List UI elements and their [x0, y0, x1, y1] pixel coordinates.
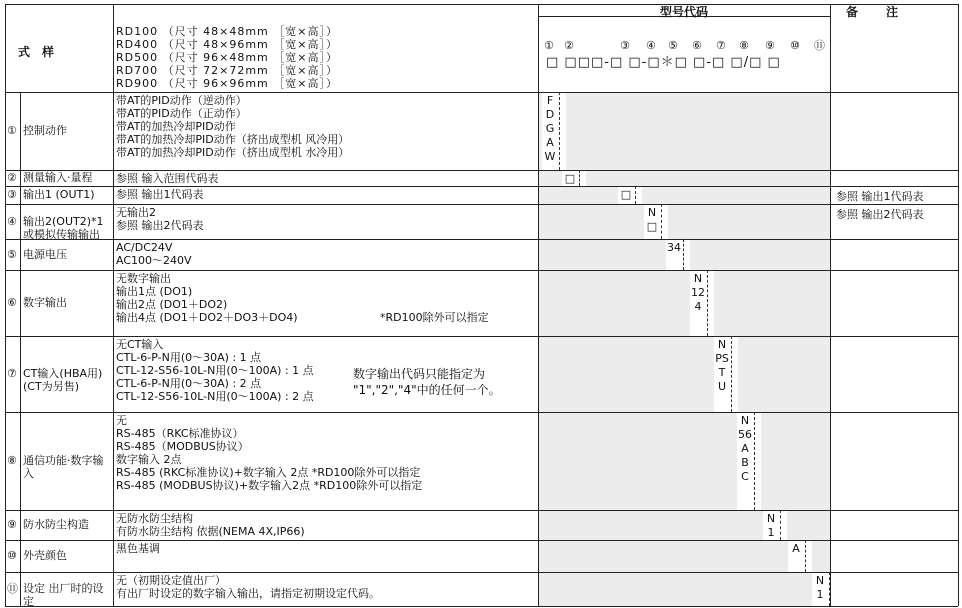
- code-guide: [780, 510, 781, 540]
- option-line: 黑色基调: [116, 542, 160, 555]
- row-label: 防水防尘构造: [23, 518, 89, 531]
- code-area-shade: [714, 271, 830, 336]
- option-line: 输出4点 (DO1＋DO2＋DO3＋DO4): [116, 311, 298, 324]
- num-col-border: [20, 170, 21, 186]
- option-line: 无: [116, 414, 127, 427]
- option-line: 有防水防尘结构 依据(NEMA 4X,IP66): [116, 525, 305, 538]
- num-col-border: [20, 510, 21, 540]
- num-col-border: [20, 239, 21, 270]
- num-col-border: [20, 412, 21, 510]
- row-number: ⑪: [7, 582, 18, 595]
- code-area-shade-left: [539, 413, 737, 510]
- code-guide: [635, 186, 636, 204]
- code-area-shade: [812, 541, 830, 572]
- num-col-border: [20, 336, 21, 412]
- side-note: "1","2","4"中的任何一个。: [353, 383, 501, 397]
- row-label: 输出1 (OUT1): [23, 188, 95, 201]
- num-col-border: [20, 92, 21, 170]
- num-col-border: [20, 540, 21, 572]
- row-label: 通信功能·数字输入: [23, 454, 104, 480]
- code-guide: [579, 170, 580, 186]
- option-line: 带AT的PID动作（逆动作）: [116, 94, 247, 107]
- code-pattern: □ □□□-□ □-□＊□ □-□ □/□ □: [546, 55, 781, 70]
- side-note: 数字输出代码只能指定为: [353, 367, 486, 381]
- code-guide: [754, 412, 755, 510]
- left-border: [5, 4, 6, 606]
- code-area-shade-left: [539, 337, 714, 412]
- num-col-border: [20, 186, 21, 204]
- right-border: [958, 4, 959, 606]
- row-number: ③: [7, 188, 17, 201]
- num-col-border: [20, 572, 21, 606]
- code-values: N124: [691, 272, 705, 313]
- code-area-shade-left: [539, 573, 812, 606]
- code-values: N□: [646, 206, 658, 233]
- row-number: ①: [7, 124, 17, 137]
- code-area-shade-left: [539, 187, 618, 204]
- code-number: ⑨: [765, 39, 775, 52]
- code-values: N1: [815, 574, 825, 601]
- code-number: ④: [646, 39, 656, 52]
- code-area-shade: [566, 93, 830, 170]
- option-line: CTL-12-S56-10L-N用(0～100A) : 1 点: [116, 364, 314, 377]
- label-col-border: [113, 4, 114, 606]
- option-line: 无数字输出: [116, 272, 171, 285]
- code-guide: [683, 239, 684, 270]
- code-values: 34: [667, 241, 681, 254]
- code-area-shade-left: [539, 240, 666, 270]
- style-label: 式 样: [18, 45, 55, 59]
- row-label: 测量输入·量程: [23, 171, 93, 184]
- row-label: 控制动作: [23, 124, 67, 137]
- code-guide: [805, 540, 806, 572]
- option-line: AC/DC24V: [116, 241, 173, 254]
- row-label: 设定 出厂时的设定: [23, 582, 104, 608]
- row-note: 参照 输出2代码表: [836, 208, 924, 221]
- option-line: RS-485（MODBUS协议）: [116, 440, 249, 453]
- row-label: 外壳颜色: [23, 549, 67, 562]
- num-col-border: [20, 270, 21, 336]
- code-number: ⑥: [692, 39, 702, 52]
- code-area-shade-left: [539, 171, 562, 186]
- code-values: □: [620, 188, 632, 201]
- code-values: N56ABC: [738, 414, 752, 483]
- row-label: 输出2(OUT2)*1 或模拟传输输出: [23, 214, 104, 241]
- option-line: 输出2点 (DO1＋DO2): [116, 298, 228, 311]
- row-number: ⑦: [7, 367, 17, 380]
- code-title: 型号代码: [660, 5, 709, 19]
- option-line: RS-485 (MODBUS协议)+数字输入2点 *RD100除外可以指定: [116, 479, 423, 492]
- code-area-shade: [738, 337, 830, 412]
- row-number: ⑧: [7, 454, 17, 467]
- option-line: RS-485 (RKC标准协议)+数字输入 2点 *RD100除外可以指定: [116, 466, 421, 479]
- code-number: ③: [620, 39, 630, 52]
- model-line: RD700 （尺寸 72×72mm ［宽×高］）: [116, 64, 338, 77]
- code-guide: [731, 336, 732, 412]
- code-values: FDGAW: [544, 94, 556, 163]
- code-area-shade-left: [539, 271, 690, 336]
- code-values: N1: [766, 512, 776, 539]
- code-number: ⑪: [814, 39, 825, 52]
- option-line: 带AT的PID动作（正动作）: [116, 107, 247, 120]
- row-number: ⑨: [7, 518, 17, 531]
- option-line: AC100～240V: [116, 254, 192, 267]
- option-line: CTL-12-S56-10L-N用(0～100A) : 2 点: [116, 390, 314, 403]
- code-guide: [829, 572, 830, 606]
- num-col-border: [20, 204, 21, 239]
- code-number: ①: [544, 39, 554, 52]
- code-number: ⑩: [790, 39, 800, 52]
- code-number: ⑧: [739, 39, 749, 52]
- option-line: 有出厂时设定的数字输入输出，请指定初期设定代码。: [116, 587, 380, 600]
- row-label: 数字输出: [23, 296, 67, 309]
- model-line: RD900 （尺寸 96×96mm ［宽×高］）: [116, 77, 338, 90]
- option-line: 带AT的加热冷却PID动作（挤出成型机 风冷用）: [116, 133, 350, 146]
- code-guide: [559, 92, 560, 170]
- code-number: ②: [564, 39, 574, 52]
- code-area-shade: [642, 187, 830, 204]
- code-number: ⑦: [716, 39, 726, 52]
- row-number: ⑩: [7, 549, 17, 562]
- option-line: CTL-6-P-N用(0～30A) : 2 点: [116, 377, 262, 390]
- option-line: CTL-6-P-N用(0～30A) : 1 点: [116, 351, 262, 364]
- option-line: 无防水防尘结构: [116, 512, 193, 525]
- option-line: 无CT输入: [116, 338, 164, 351]
- code-values: A: [792, 542, 800, 555]
- option-line: 带AT的加热冷却PID动作: [116, 120, 236, 133]
- code-area-shade-left: [539, 541, 788, 572]
- code-area-shade-left: [539, 511, 763, 540]
- code-area-shade-left: [539, 205, 644, 239]
- code-values: □: [564, 172, 576, 185]
- option-line: 数字输入 2点: [116, 453, 182, 466]
- code-guide: [707, 270, 708, 336]
- model-line: RD100 （尺寸 48×48mm ［宽×高］）: [116, 25, 338, 38]
- table-top-border: [5, 4, 958, 5]
- option-line: 参照 输出1代码表: [116, 188, 204, 201]
- option-line: 参照 输入范围代码表: [116, 172, 219, 185]
- code-guide: [661, 204, 662, 239]
- model-line: RD400 （尺寸 48×96mm ［宽×高］）: [116, 38, 338, 51]
- row-number: ④: [7, 214, 17, 228]
- row-note: 参照 输出1代码表: [836, 190, 924, 203]
- row-label: CT输入(HBA用) (CT为另售): [23, 367, 103, 393]
- code-values: NPSTU: [715, 338, 729, 393]
- option-line: 带AT的加热冷却PID动作（挤出成型机 水冷用）: [116, 146, 350, 159]
- code-area-shade: [690, 240, 830, 270]
- row-label: 电源电压: [23, 247, 67, 261]
- code-area-shade-left: [539, 93, 542, 170]
- option-line: RS-485（RKC标准协议）: [116, 427, 244, 440]
- model-line: RD500 （尺寸 96×48mm ［宽×高］）: [116, 51, 338, 64]
- row-number: ⑥: [7, 296, 17, 309]
- row-divider: [5, 572, 958, 573]
- note-title: 备 注: [846, 5, 907, 19]
- row-number: ②: [7, 171, 17, 184]
- note-col-border: [830, 4, 831, 606]
- code-area-shade: [787, 511, 830, 540]
- code-number: ⑤: [668, 39, 678, 52]
- option-line: 参照 输出2代码表: [116, 219, 204, 232]
- code-area-shade: [668, 205, 830, 239]
- row-number: ⑤: [7, 247, 17, 261]
- code-area-shade: [761, 413, 830, 510]
- option-line: 输出1点 (DO1): [116, 285, 193, 298]
- option-line: 无（初期设定值出厂）: [116, 574, 226, 587]
- option-line: 无输出2: [116, 206, 156, 219]
- code-area-shade: [586, 171, 830, 186]
- option-extra: *RD100除外可以指定: [380, 311, 489, 324]
